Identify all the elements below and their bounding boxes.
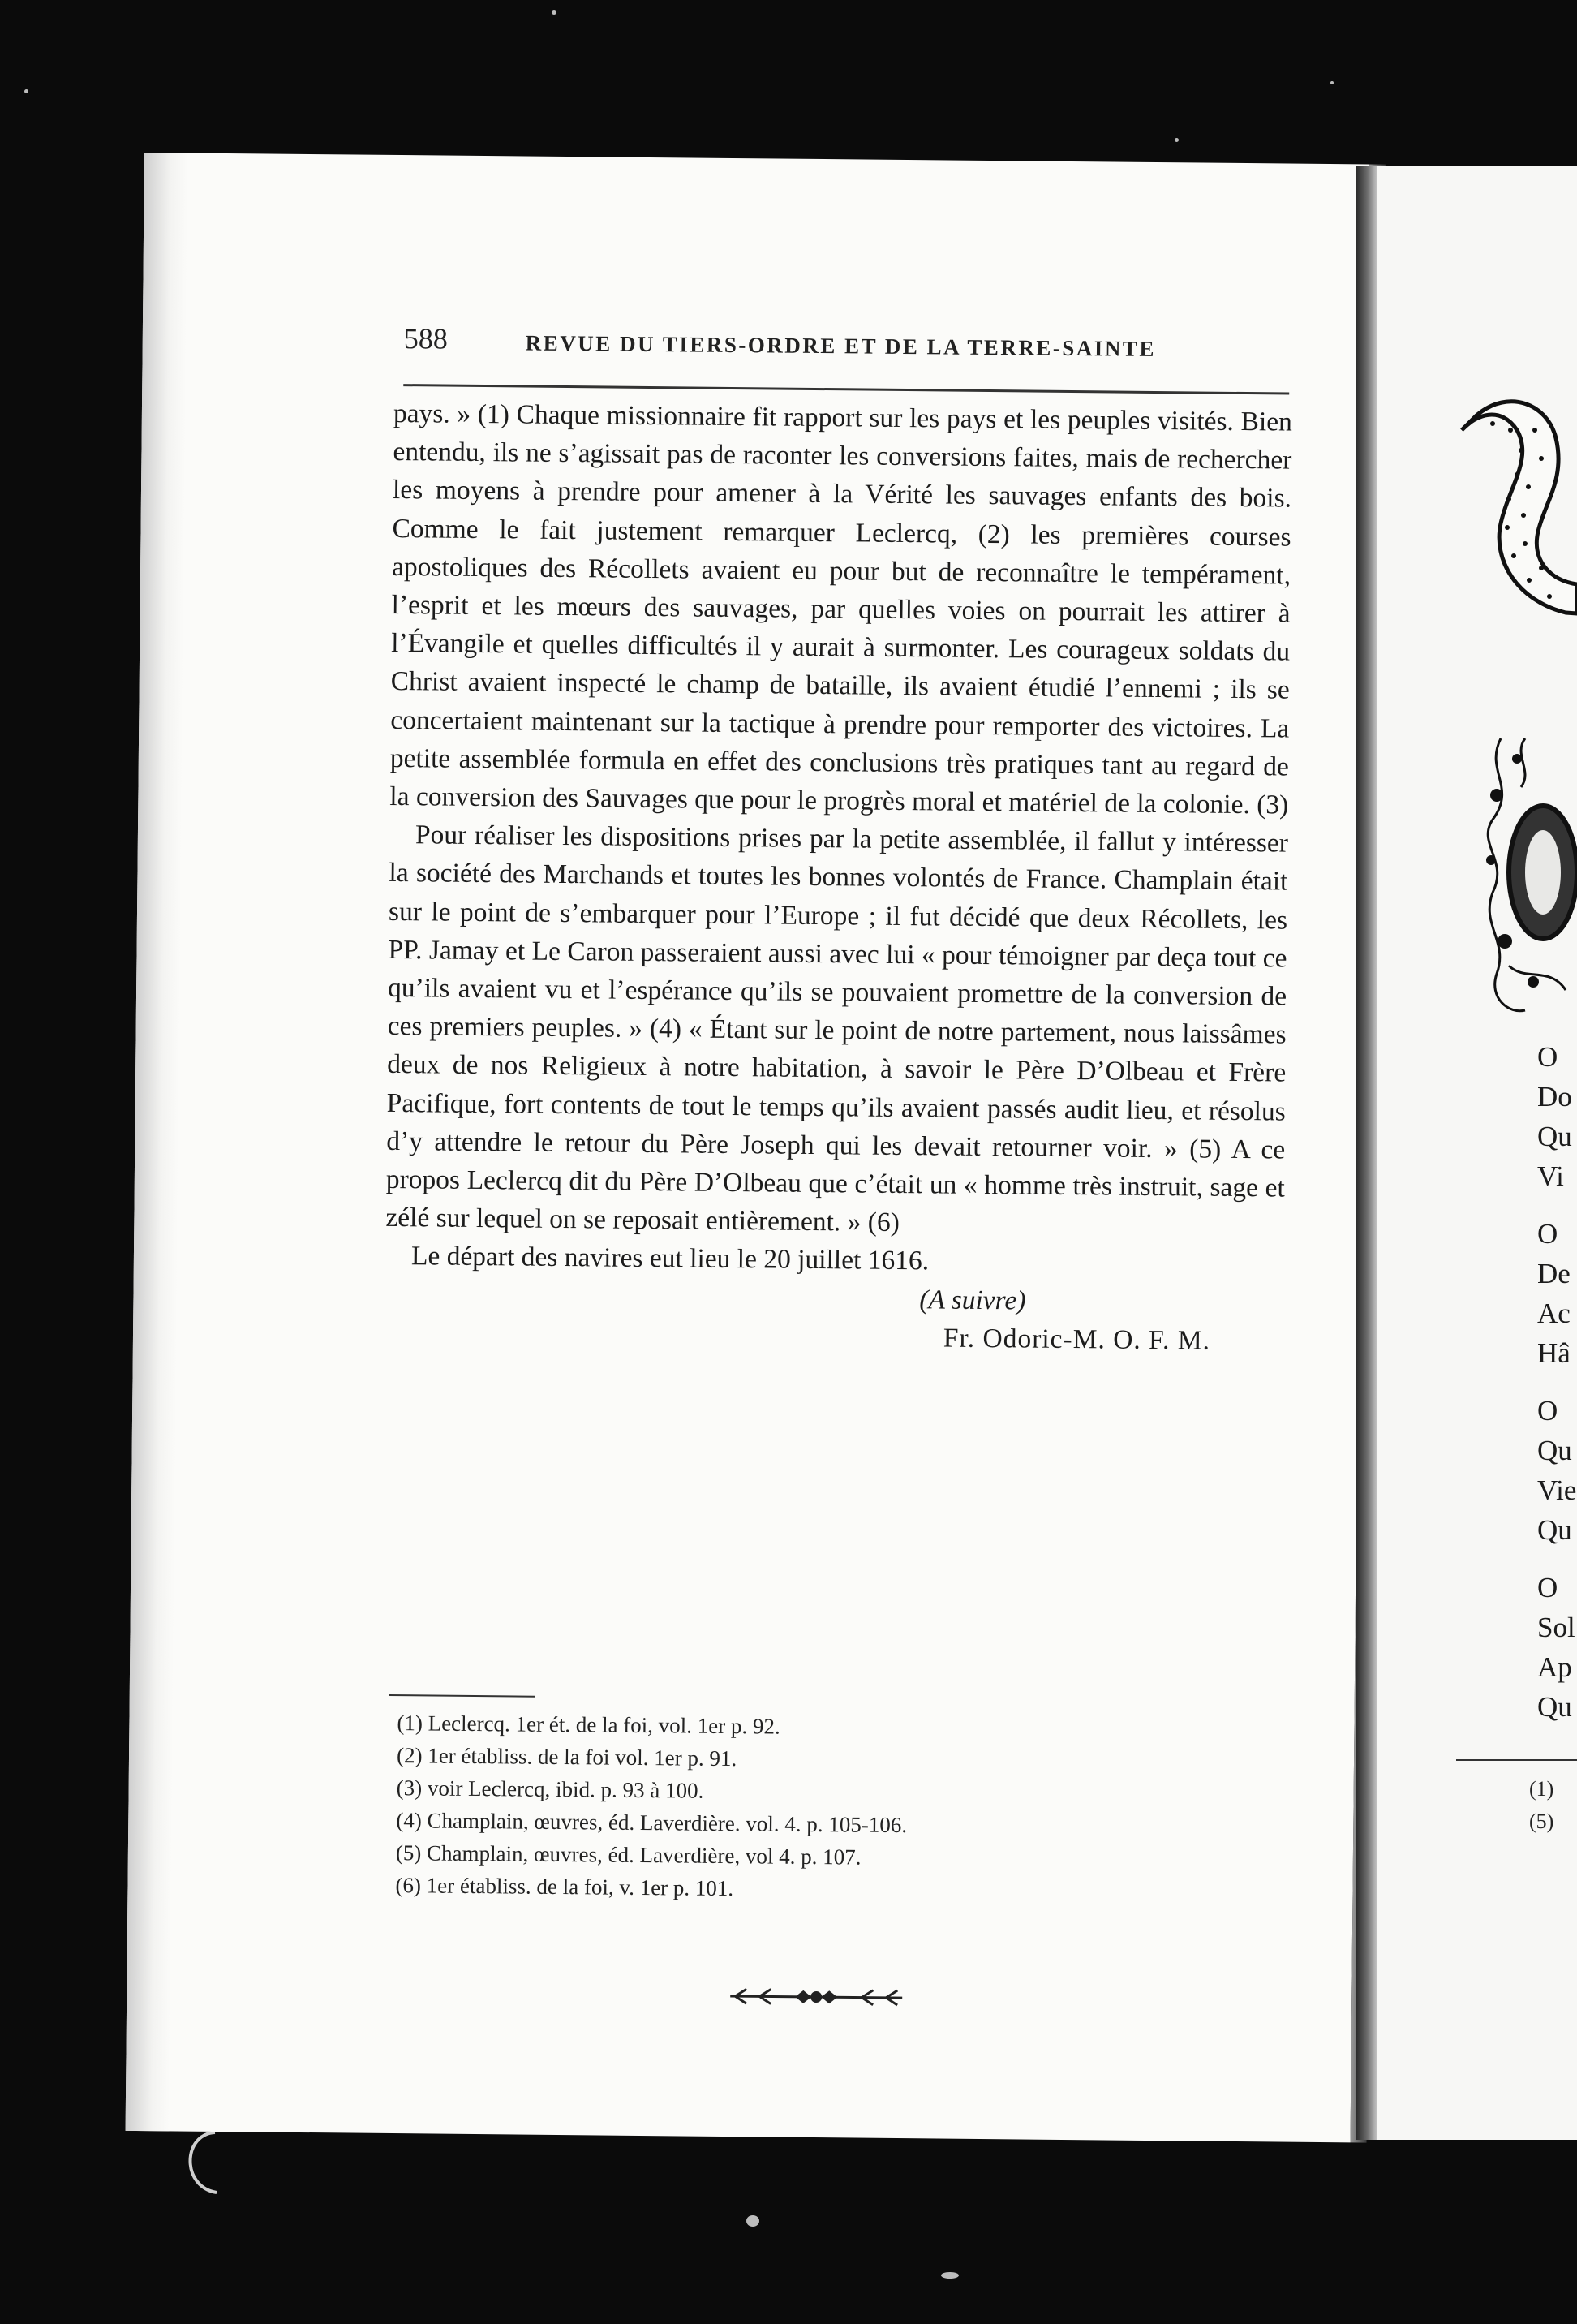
verse-line: O	[1537, 1041, 1558, 1073]
stanza	[1537, 1568, 1577, 1727]
verse-line: Do	[1537, 1081, 1572, 1113]
header-rule	[403, 384, 1289, 394]
serpent-ornament-icon	[1460, 381, 1577, 633]
footnote: (1) Leclercq. 1er ét. de la foi, vol. 1er p. 92.	[397, 1711, 780, 1739]
footnote: (3) voir Leclercq, ibid. p. 93 à 100.	[396, 1775, 704, 1803]
paragraph-2: Pour réaliser les dispositions prises par la petite assemblée, il fallut y intéresser la société des Marchands et toutes les bonnes volontés de France. Champlain était sur le point de s’embarquer pour l’Europe ; il fut décidé que deux Récollets, les PP. Jamay et Le Caron passeraient aussi avec lui « pour témoigner par deça tout ce qu’ils avaient vu et l’espérance qu’ils se pouvaient promettre de la conversion de ces premiers peuples. » (4) « Étant sur le point de notre partement, nous laissâmes deux de nos Religieux à notre habitation, à savoir le Père D’Olbeau et Frère Pacifique, fort contents de tout le temps qu’ils avaient passés audit lieu, et résolus d’y attendre le retour du Père Joseph qui les devait retourner voir. » (5) A ce propos Leclercq dit du Père D’Olbeau que c’était un « homme très instruit, sage et zélé sur lequel on se reposait entièrement. » (6)	[385, 820, 1289, 1238]
stanza	[1537, 1391, 1577, 1550]
footnote: (5)	[1529, 1810, 1554, 1833]
background-speck	[552, 10, 556, 15]
footnotes	[395, 1706, 1208, 1909]
header-title: REVUE DU TIERS-ORDRE ET DE LA TERRE-SAINTE	[525, 330, 1157, 361]
footnote: (1)	[1529, 1777, 1554, 1801]
book-spine	[1356, 166, 1377, 2140]
background-speck	[1330, 81, 1334, 84]
verse-line: Ap	[1537, 1651, 1572, 1683]
page-edge-shading	[126, 153, 188, 2131]
background-speck	[746, 2215, 759, 2227]
verse-line: O	[1537, 1218, 1558, 1250]
background-speck	[1175, 138, 1179, 142]
verse-line: Vi	[1537, 1160, 1564, 1192]
right-footnote-rule	[1456, 1759, 1577, 1761]
verse-line: Qu	[1537, 1435, 1572, 1466]
author-signature: Fr. Odoric-M. O. F. M.	[943, 1323, 1211, 1356]
right-footnotes	[1529, 1773, 1553, 1838]
paragraph-1: pays. » (1) Chaque missionnaire fit rapport sur les pays et les peuples visités. Bien entendu, ils ne s’agissait pas de raconter les conversions faites, mais de rechercher les moyens à prendre pour amener à la Vérité les sauvages enfants des bois. Comme le fait justement remarquer Leclercq, (2) les premières courses apostoliques des Récollets avaient eu pour but de reconnaître le tempérament, l’esprit et les mœurs des sauvages, par quelles voies on pourrait les attirer à l’Évangile et quelles difficultés il y aurait à surmonter. Les courageux soldats du Christ avaient inspecté le champ de bataille, ils avaient étudié l’ennemi ; ils se concertaient maintenant sur la tactique à prendre pour remporter des victoires. La petite assemblée formula en effet des conclusions très pratiques tant au regard de la conversion des Sauvages que pour le progrès moral et matériel de la colonie. (3)	[389, 398, 1293, 820]
verse-line: Qu	[1537, 1691, 1572, 1723]
background-curve-mark	[174, 2126, 223, 2199]
left-page	[126, 153, 1369, 2142]
footnote: (2) 1er établiss. de la foi vol. 1er p. 91.	[396, 1743, 737, 1771]
background-speck	[24, 89, 28, 93]
footnote-rule	[389, 1694, 535, 1698]
stanza	[1537, 1037, 1577, 1196]
decorated-initial-icon	[1476, 722, 1577, 1022]
stanza	[1537, 1214, 1577, 1373]
verse-line: O	[1537, 1395, 1558, 1427]
paragraph-departure: Le départ des navires eut lieu le 20 juillet 1616.	[410, 1241, 930, 1276]
to-be-continued: (A suivre)	[919, 1284, 1026, 1316]
verse-line: Ac	[1537, 1298, 1571, 1329]
verse-line: Sol	[1537, 1612, 1575, 1643]
footnote: (6) 1er établiss. de la foi, v. 1er p. 101.	[395, 1873, 734, 1901]
right-page-text	[1537, 1037, 1577, 1745]
page-number: 588	[403, 322, 449, 355]
footnote: (4) Champlain, œuvres, éd. Laverdière. vol. 4. p. 105-106.	[396, 1808, 908, 1838]
running-head	[404, 321, 1296, 369]
verse-line: Vie	[1537, 1474, 1577, 1506]
verse-line: Qu	[1537, 1514, 1572, 1546]
end-ornament	[727, 1984, 905, 2010]
verse-line: Qu	[1537, 1121, 1572, 1152]
background-speck	[941, 2272, 959, 2279]
footnote: (5) Champlain, œuvres, éd. Laverdière, vol 4. p. 107.	[395, 1840, 862, 1870]
verse-line: Hâ	[1537, 1337, 1571, 1369]
verse-line: De	[1537, 1258, 1571, 1289]
main-text	[385, 394, 1292, 1361]
verse-line: O	[1537, 1572, 1558, 1603]
